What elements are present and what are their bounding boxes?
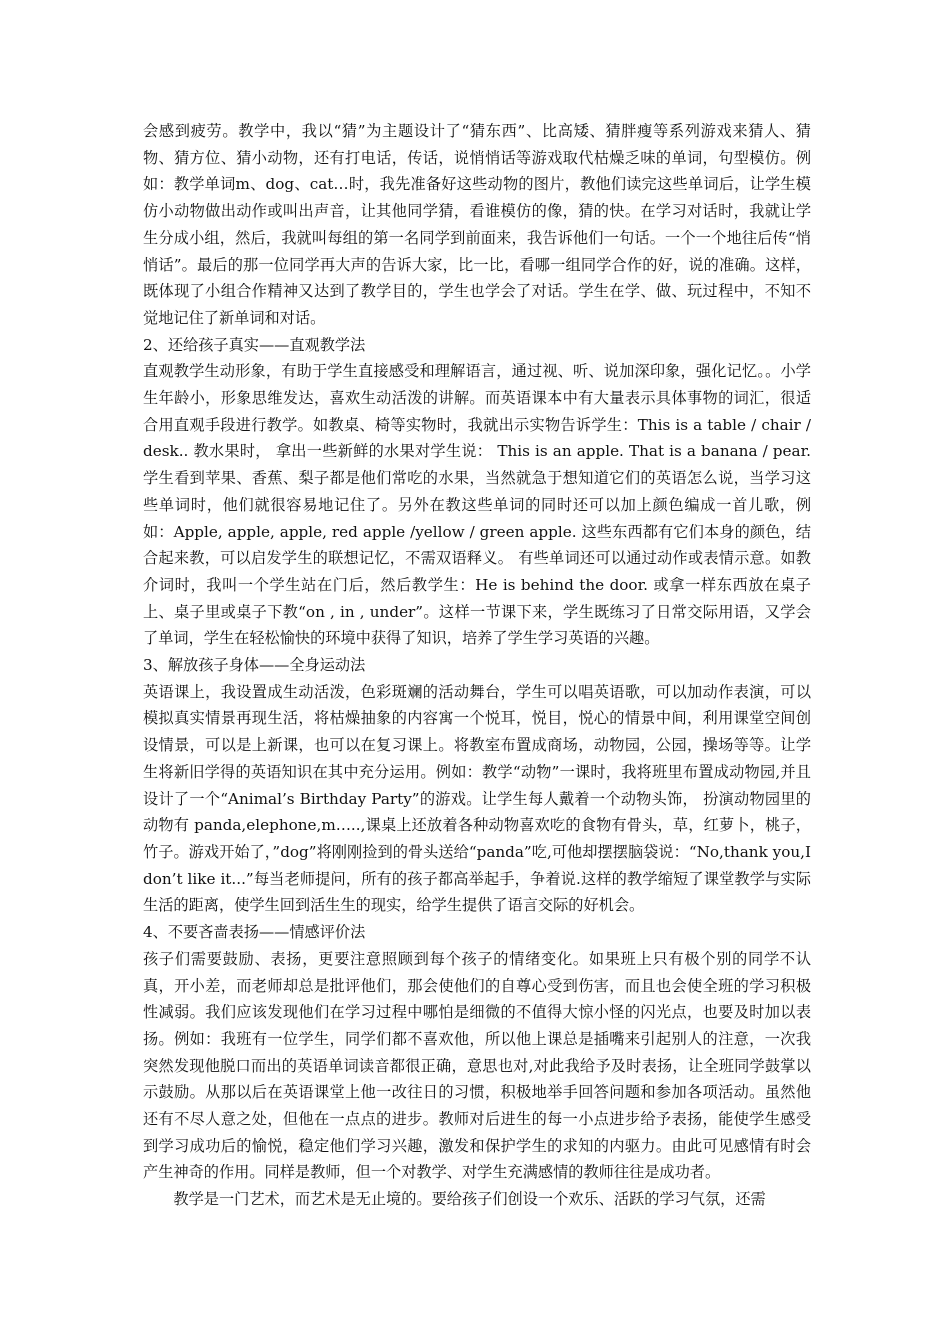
section-heading-2: 2、还给孩子真实——直观教学法 xyxy=(143,335,366,354)
document-body xyxy=(143,118,811,1213)
paragraph-guessing-games: 会感到疲劳。教学中，我以“猜”为主题设计了“猜东西”、比高矮、猜胖瘦等系列游戏来猜人、猜物、猜方位、猜小动物，还有打电话，传话，说悄悄话等游戏取代枯燥乏味的单词，句型模仿。例如：教学单词m、dog、cat…时，我先准备好这些动物的图片，教他们读完这些单词后，让学生模仿小动物做出动作或叫出声音，让其他同学猜，看谁模仿的像，猜的快。在学习对话时，我就让学生分成小组，然后，我就叫每组的第一名同学到前面来，我告诉他们一句话。一个一个地往后传“悄悄话”。最后的那一位同学再大声的告诉大家，比一比，看哪一组同学合作的好，说的准确。这样，既体现了小组合作精神又达到了教学目的，学生也学会了对话。学生在学、做、玩过程中，不知不觉地记住了新单词和对话。 xyxy=(143,122,811,327)
paragraph-direct-method: 直观教学生动形象，有助于学生直接感受和理解语言，通过视、听、说加深印象，强化记忆。。小学生年龄小，形象思维发达，喜欢生动活泼的讲解。而英语课本中有大量表示具体事物的词汇，很适合用直观手段进行教学。如教桌、椅等实物时，我就出示实物告诉学生：This is a table / chair / desk.. 教水果时， 拿出一些新鲜的水果对学生说： This is an apple. That is a banana / pear. 学生看到苹果、香蕉、梨子都是他们常吃的水果，当然就急于想知道它们的英语怎么说，当学习这些单词时，他们就很容易地记住了。另外在教这些单词的同时还可以加上颜色编成一首儿歌，例如：Apple, apple, apple, red apple /yellow / green apple. 这些东西都有它们本身的颜色，结合起来教，可以启发学生的联想记忆，不需双语释义。 有些单词还可以通过动作或表情示意。如教介词时，我叫一个学生站在门后，然后教学生：He is behind the door. 或拿一样东西放在桌子上、桌子里或桌子下教“on , in , under”。这样一节课下来，学生既练习了日常交际用语，又学会了单词，学生在轻松愉快的环境中获得了知识，培养了学生学习英语的兴趣。 xyxy=(143,362,811,648)
section-heading-4: 4、不要吝啬表扬——情感评价法 xyxy=(143,923,366,942)
paragraph-emotional-evaluation: 孩子们需要鼓励、表扬，更要注意照顾到每个孩子的情绪变化。如果班上只有极个别的同学不认真，开小差，而老师却总是批评他们，那会使他们的自尊心受到伤害，而且也会使全班的学习积极性减弱。我们应该发现他们在学习过程中哪怕是细微的不值得大惊小怪的闪光点，也要及时加以表扬。例如：我班有一位学生，同学们都不喜欢他，所以他上课总是插嘴来引起别人的注意，一次我突然发现他脱口而出的英语单词读音都很正确，意思也对,对此我给予及时表扬，让全班同学鼓掌以示鼓励。从那以后在英语课堂上他一改往日的习惯，积极地举手回答问题和参加各项活动。虽然他还有不尽人意之处，但他在一点点的进步。教师对后进生的每一小点进步给予表扬，能使学生感受到学习成功后的愉悦，稳定他们学习兴趣，激发和保护学生的求知的内驱力。由此可见感情有时会产生神奇的作用。同样是教师，但一个对教学、对学生充满感情的教师往往是成功者。 xyxy=(143,949,811,1182)
paragraph-total-physical-response: 英语课上，我设置成生动活泼，色彩斑斓的活动舞台，学生可以唱英语歌，可以加动作表演，可以模拟真实情景再现生活，将枯燥抽象的内容寓一个悦耳，悦目，悦心的情景中间，利用课堂空间创设情景，可以是上新课，也可以在复习课上。将教室布置成商场，动物园，公园，操场等等。让学生将新旧学得的英语知识在其中充分运用。例如：教学“动物”一课时，我将班里布置成动物园,并且设计了一个“Animal’s Birthday Party”的游戏。让学生每人戴着一个动物头饰， 扮演动物园里的动物有 panda,elephone,m…..,课桌上还放着各种动物喜欢吃的食物有骨头，草，红萝卜，桃子，竹子。游戏开始了，”dog”将刚刚捡到的骨头送给“panda”吃,可他却摆摆脑袋说：“No,thank you,I don’t like it...”每当老师提问，所有的孩子都高举起手，争着说.这样的教学缩短了课堂教学与实际生活的距离，使学生回到活生生的现实，给学生提供了语言交际的好机会。 xyxy=(143,682,811,915)
paragraph-conclusion: 教学是一门艺术，而艺术是无止境的。要给孩子们创设一个欢乐、活跃的学习气氛，还需 xyxy=(173,1190,766,1209)
section-heading-3: 3、解放孩子身体——全身运动法 xyxy=(143,656,366,675)
